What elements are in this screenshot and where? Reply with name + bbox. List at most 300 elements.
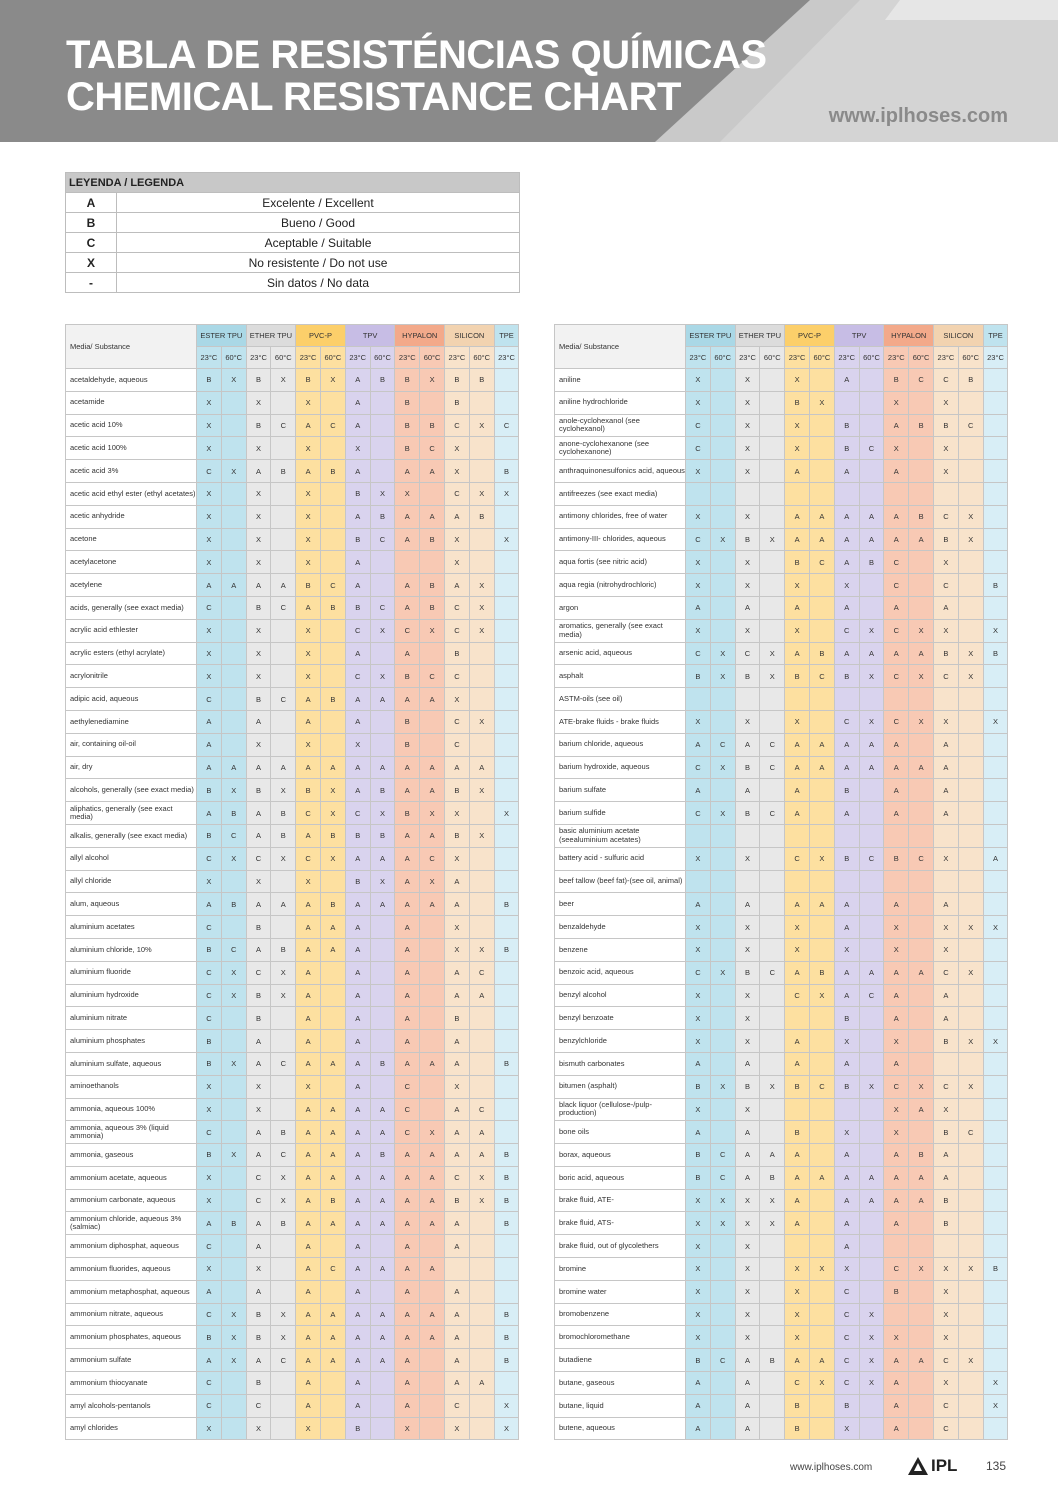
rating-cell xyxy=(494,756,519,779)
rating-cell: X xyxy=(246,619,271,642)
rating-cell: A xyxy=(296,710,321,733)
rating-cell: X xyxy=(271,1303,296,1326)
rating-cell xyxy=(469,1212,494,1235)
table-row xyxy=(555,1372,1008,1395)
rating-cell xyxy=(958,824,983,847)
rating-cell xyxy=(710,369,735,392)
rating-cell: C xyxy=(271,1349,296,1372)
rating-cell xyxy=(859,893,884,916)
rating-cell xyxy=(221,551,246,574)
rating-cell xyxy=(370,984,395,1007)
rating-cell: A xyxy=(420,893,445,916)
legend-label: Bueno / Good xyxy=(117,213,520,233)
rating-cell: B xyxy=(197,824,222,847)
substance-name: acetaldehyde, aqueous xyxy=(66,369,197,392)
rating-cell xyxy=(909,1235,934,1258)
substance-name: antifreezes (see exact media) xyxy=(555,482,686,505)
rating-cell: C xyxy=(934,574,959,597)
rating-cell: C xyxy=(884,665,909,688)
rating-cell: A xyxy=(345,1052,370,1075)
rating-cell xyxy=(859,414,884,437)
rating-cell xyxy=(785,1007,810,1030)
rating-cell: A xyxy=(296,596,321,619)
rating-cell xyxy=(710,460,735,483)
substance-name: arsenic acid, aqueous xyxy=(555,642,686,665)
rating-cell: X xyxy=(710,665,735,688)
rating-cell: A xyxy=(859,642,884,665)
rating-cell: C xyxy=(271,414,296,437)
rating-cell: B xyxy=(271,824,296,847)
rating-cell: C xyxy=(321,574,346,597)
rating-cell: C xyxy=(197,1303,222,1326)
rating-cell: X xyxy=(884,1121,909,1144)
rating-cell: B xyxy=(221,802,246,825)
rating-cell: A xyxy=(321,1349,346,1372)
rating-cell: B xyxy=(494,1326,519,1349)
rating-cell xyxy=(859,369,884,392)
substance-name: ammonium metaphosphat, aqueous xyxy=(66,1280,197,1303)
table-row xyxy=(66,596,519,619)
rating-cell: X xyxy=(445,802,470,825)
rating-cell: A xyxy=(296,1144,321,1167)
substance-name: battery acid - sulfuric acid xyxy=(555,847,686,870)
table-row xyxy=(555,414,1008,437)
rating-cell xyxy=(469,528,494,551)
rating-cell xyxy=(321,1417,346,1440)
rating-cell xyxy=(370,961,395,984)
rating-cell: B xyxy=(296,369,321,392)
rating-cell: X xyxy=(859,1372,884,1395)
rating-cell: B xyxy=(494,1189,519,1212)
substance-name: acetamide xyxy=(66,391,197,414)
rating-cell xyxy=(785,688,810,711)
rating-cell: A xyxy=(395,1326,420,1349)
rating-cell xyxy=(909,893,934,916)
rating-cell: C xyxy=(445,414,470,437)
table-row xyxy=(555,482,1008,505)
table-row xyxy=(555,1121,1008,1144)
rating-cell xyxy=(760,893,785,916)
rating-cell: A xyxy=(810,505,835,528)
rating-cell: C xyxy=(420,437,445,460)
temperature-header: 23°C xyxy=(735,347,760,369)
substance-name: ammonium acetate, aqueous xyxy=(66,1166,197,1189)
rating-cell: C xyxy=(834,1349,859,1372)
rating-cell: A xyxy=(395,1007,420,1030)
rating-cell: A xyxy=(296,1166,321,1189)
rating-cell: C xyxy=(686,756,711,779)
rating-cell: X xyxy=(934,847,959,870)
rating-cell xyxy=(760,1280,785,1303)
rating-cell: X xyxy=(246,505,271,528)
rating-cell: X xyxy=(834,574,859,597)
rating-cell xyxy=(810,414,835,437)
rating-cell: A xyxy=(395,1030,420,1053)
rating-cell: X xyxy=(859,619,884,642)
rating-cell xyxy=(859,1098,884,1121)
rating-cell: B xyxy=(810,961,835,984)
rating-cell: X xyxy=(958,1349,983,1372)
rating-cell: B xyxy=(983,1258,1008,1281)
rating-cell: X xyxy=(983,619,1008,642)
table-row xyxy=(66,1052,519,1075)
rating-cell: A xyxy=(246,802,271,825)
rating-cell: A xyxy=(395,1394,420,1417)
rating-cell: C xyxy=(197,1007,222,1030)
rating-cell xyxy=(469,665,494,688)
rating-cell: B xyxy=(420,596,445,619)
rating-cell: B xyxy=(958,369,983,392)
rating-cell: A xyxy=(735,1372,760,1395)
rating-cell: A xyxy=(296,1372,321,1395)
rating-cell: A xyxy=(345,1030,370,1053)
rating-cell: A xyxy=(345,847,370,870)
rating-cell: C xyxy=(934,665,959,688)
rating-cell: X xyxy=(197,391,222,414)
rating-cell: X xyxy=(420,802,445,825)
rating-cell: C xyxy=(859,437,884,460)
rating-cell: B xyxy=(494,1144,519,1167)
rating-cell: C xyxy=(958,1121,983,1144)
rating-cell: A xyxy=(834,802,859,825)
rating-cell: X xyxy=(735,414,760,437)
table-row xyxy=(66,1030,519,1053)
rating-cell: C xyxy=(221,824,246,847)
table-row xyxy=(66,437,519,460)
rating-cell xyxy=(221,1098,246,1121)
rating-cell xyxy=(760,460,785,483)
rating-cell xyxy=(859,574,884,597)
rating-cell: A xyxy=(445,1030,470,1053)
rating-cell xyxy=(221,528,246,551)
rating-cell xyxy=(710,574,735,597)
rating-cell: A xyxy=(321,938,346,961)
rating-cell xyxy=(983,756,1008,779)
table-row xyxy=(66,1121,519,1144)
substance-name: boric acid, aqueous xyxy=(555,1166,686,1189)
rating-cell xyxy=(983,870,1008,893)
table-row xyxy=(66,1098,519,1121)
rating-cell: C xyxy=(834,1372,859,1395)
rating-cell xyxy=(983,802,1008,825)
rating-cell: X xyxy=(321,369,346,392)
rating-cell: X xyxy=(445,460,470,483)
substance-name: bromine xyxy=(555,1258,686,1281)
rating-cell: C xyxy=(760,756,785,779)
rating-cell: B xyxy=(370,1144,395,1167)
rating-cell: X xyxy=(445,688,470,711)
temperature-header: 23°C xyxy=(445,347,470,369)
rating-cell: C xyxy=(909,369,934,392)
rating-cell xyxy=(710,1394,735,1417)
rating-cell: X xyxy=(445,437,470,460)
table-row xyxy=(555,870,1008,893)
rating-cell: A xyxy=(686,1121,711,1144)
rating-cell: A xyxy=(884,505,909,528)
rating-cell: C xyxy=(710,1144,735,1167)
rating-cell xyxy=(958,1372,983,1395)
rating-cell: X xyxy=(810,391,835,414)
rating-cell: B xyxy=(197,369,222,392)
rating-cell xyxy=(760,1052,785,1075)
material-header: SILICON xyxy=(934,325,984,347)
rating-cell: A xyxy=(884,414,909,437)
table-row xyxy=(555,1030,1008,1053)
rating-cell: A xyxy=(834,961,859,984)
rating-cell: X xyxy=(735,1030,760,1053)
table-row xyxy=(555,1280,1008,1303)
table-row xyxy=(66,1166,519,1189)
rating-cell: B xyxy=(445,369,470,392)
temperature-header: 60°C xyxy=(810,347,835,369)
substance-name: black liquor (cellulose-/pulp-production) xyxy=(555,1098,686,1121)
rating-cell: A xyxy=(785,756,810,779)
substance-name: butadiene xyxy=(555,1349,686,1372)
rating-cell: C xyxy=(686,437,711,460)
rating-cell: X xyxy=(834,1258,859,1281)
rating-cell: X xyxy=(810,984,835,1007)
rating-cell xyxy=(420,710,445,733)
rating-cell xyxy=(810,779,835,802)
substance-name: ammonia, gaseous xyxy=(66,1144,197,1167)
rating-cell xyxy=(859,596,884,619)
rating-cell xyxy=(983,1417,1008,1440)
rating-cell: X xyxy=(735,1189,760,1212)
rating-cell: A xyxy=(345,1349,370,1372)
rating-cell: C xyxy=(710,1349,735,1372)
rating-cell xyxy=(271,916,296,939)
rating-cell: X xyxy=(735,1212,760,1235)
rating-cell: B xyxy=(197,1326,222,1349)
substance-name: asphalt xyxy=(555,665,686,688)
rating-cell: A xyxy=(445,961,470,984)
rating-cell xyxy=(469,802,494,825)
rating-cell xyxy=(810,802,835,825)
rating-cell: C xyxy=(884,619,909,642)
rating-cell: B xyxy=(934,414,959,437)
rating-cell: X xyxy=(760,1212,785,1235)
rating-cell: A xyxy=(395,893,420,916)
rating-cell xyxy=(469,1303,494,1326)
rating-cell xyxy=(494,1098,519,1121)
rating-cell: X xyxy=(469,1166,494,1189)
rating-cell xyxy=(370,1030,395,1053)
rating-cell: C xyxy=(785,847,810,870)
rating-cell: A xyxy=(395,938,420,961)
rating-cell: X xyxy=(785,1326,810,1349)
rating-cell: A xyxy=(420,1166,445,1189)
rating-cell: X xyxy=(271,779,296,802)
rating-cell: A xyxy=(370,756,395,779)
rating-cell xyxy=(494,1258,519,1281)
rating-cell xyxy=(958,437,983,460)
rating-cell xyxy=(859,802,884,825)
table-row xyxy=(66,1258,519,1281)
table-row xyxy=(66,938,519,961)
rating-cell: C xyxy=(197,961,222,984)
rating-cell xyxy=(859,1417,884,1440)
rating-cell xyxy=(221,870,246,893)
rating-cell: C xyxy=(710,1166,735,1189)
substance-name: ammonia, aqueous 100% xyxy=(66,1098,197,1121)
rating-cell: X xyxy=(785,1280,810,1303)
substance-name: anthraquinonesulfonics acid, aqueous xyxy=(555,460,686,483)
rating-cell: A xyxy=(321,1098,346,1121)
substance-name: aliphatics, generally (see exact media) xyxy=(66,802,197,825)
substance-name: acetic anhydride xyxy=(66,505,197,528)
rating-cell xyxy=(420,733,445,756)
rating-cell: A xyxy=(296,1303,321,1326)
rating-cell: B xyxy=(810,642,835,665)
rating-cell: A xyxy=(345,574,370,597)
rating-cell: C xyxy=(934,961,959,984)
table-row xyxy=(66,1280,519,1303)
rating-cell xyxy=(370,391,395,414)
rating-cell xyxy=(958,1326,983,1349)
rating-cell: X xyxy=(469,938,494,961)
rating-cell: X xyxy=(246,1075,271,1098)
rating-cell: A xyxy=(395,596,420,619)
rating-cell xyxy=(221,710,246,733)
rating-cell xyxy=(271,710,296,733)
rating-cell: A xyxy=(370,688,395,711)
table-row xyxy=(555,391,1008,414)
rating-cell: C xyxy=(345,802,370,825)
rating-cell: A xyxy=(785,528,810,551)
rating-cell xyxy=(271,505,296,528)
rating-cell xyxy=(321,733,346,756)
substance-name: aethylenediamine xyxy=(66,710,197,733)
rating-cell: X xyxy=(469,779,494,802)
rating-cell xyxy=(983,1144,1008,1167)
substance-name: acrylonitrile xyxy=(66,665,197,688)
rating-cell xyxy=(494,619,519,642)
rating-cell xyxy=(983,528,1008,551)
rating-cell xyxy=(884,1235,909,1258)
rating-cell: A xyxy=(884,1394,909,1417)
rating-cell: X xyxy=(983,1030,1008,1053)
rating-cell xyxy=(859,688,884,711)
rating-cell: X xyxy=(246,482,271,505)
rating-cell xyxy=(271,551,296,574)
rating-cell xyxy=(221,1372,246,1395)
rating-cell xyxy=(909,482,934,505)
rating-cell: X xyxy=(934,916,959,939)
rating-cell: A xyxy=(370,847,395,870)
rating-cell: X xyxy=(760,528,785,551)
rating-cell xyxy=(760,619,785,642)
rating-cell: A xyxy=(321,1326,346,1349)
rating-cell xyxy=(221,1030,246,1053)
rating-cell: C xyxy=(246,1166,271,1189)
rating-cell: A xyxy=(420,505,445,528)
rating-cell: C xyxy=(445,1166,470,1189)
rating-cell xyxy=(469,1394,494,1417)
rating-cell: X xyxy=(686,505,711,528)
rating-cell: X xyxy=(983,710,1008,733)
rating-cell xyxy=(958,1417,983,1440)
table-row xyxy=(555,779,1008,802)
rating-cell xyxy=(909,1121,934,1144)
footer-website-link[interactable]: www.iplhoses.com xyxy=(790,1462,873,1473)
rating-cell xyxy=(983,1052,1008,1075)
rating-cell: A xyxy=(370,1166,395,1189)
rating-cell: X xyxy=(246,665,271,688)
rating-cell: C xyxy=(197,688,222,711)
rating-cell: X xyxy=(445,916,470,939)
rating-cell: X xyxy=(246,551,271,574)
header-website-link[interactable]: www.iplhoses.com xyxy=(828,105,1008,127)
rating-cell xyxy=(710,505,735,528)
rating-cell: B xyxy=(370,1052,395,1075)
substance-name: ammonium fluorides, aqueous xyxy=(66,1258,197,1281)
rating-cell xyxy=(760,1394,785,1417)
temperature-header: 60°C xyxy=(760,347,785,369)
rating-cell xyxy=(686,482,711,505)
rating-cell: A xyxy=(296,1394,321,1417)
rating-cell: X xyxy=(494,482,519,505)
rating-cell: B xyxy=(197,779,222,802)
rating-cell xyxy=(370,938,395,961)
rating-cell: A xyxy=(810,893,835,916)
rating-cell: A xyxy=(345,1326,370,1349)
rating-cell: X xyxy=(197,870,222,893)
rating-cell: X xyxy=(735,710,760,733)
rating-cell: A xyxy=(420,779,445,802)
rating-cell: X xyxy=(296,619,321,642)
rating-cell xyxy=(420,482,445,505)
table-row xyxy=(555,688,1008,711)
rating-cell: A xyxy=(785,505,810,528)
rating-cell: X xyxy=(934,1326,959,1349)
rating-cell: A xyxy=(785,1030,810,1053)
rating-cell: A xyxy=(834,369,859,392)
rating-cell: A xyxy=(246,460,271,483)
rating-cell: A xyxy=(345,1007,370,1030)
rating-cell xyxy=(271,1372,296,1395)
rating-cell: X xyxy=(785,619,810,642)
rating-cell xyxy=(221,1394,246,1417)
substance-name: aluminium acetates xyxy=(66,916,197,939)
rating-cell xyxy=(420,984,445,1007)
rating-cell: X xyxy=(834,938,859,961)
rating-cell: C xyxy=(686,802,711,825)
rating-cell xyxy=(958,688,983,711)
rating-cell: X xyxy=(859,1349,884,1372)
rating-cell xyxy=(958,802,983,825)
rating-cell xyxy=(909,1052,934,1075)
rating-cell xyxy=(370,1280,395,1303)
rating-cell: A xyxy=(834,642,859,665)
table-row xyxy=(66,482,519,505)
rating-cell: A xyxy=(345,1303,370,1326)
rating-cell: B xyxy=(395,369,420,392)
rating-cell: A xyxy=(859,505,884,528)
rating-cell: X xyxy=(221,460,246,483)
rating-cell: C xyxy=(785,984,810,1007)
rating-cell xyxy=(909,574,934,597)
rating-cell: A xyxy=(884,596,909,619)
rating-cell xyxy=(983,938,1008,961)
rating-cell xyxy=(420,1372,445,1395)
rating-cell: A xyxy=(296,984,321,1007)
rating-cell xyxy=(785,1235,810,1258)
table-row xyxy=(555,961,1008,984)
rating-cell: B xyxy=(445,1189,470,1212)
rating-cell: A xyxy=(934,779,959,802)
substance-name: allyl chloride xyxy=(66,870,197,893)
rating-cell xyxy=(909,1417,934,1440)
